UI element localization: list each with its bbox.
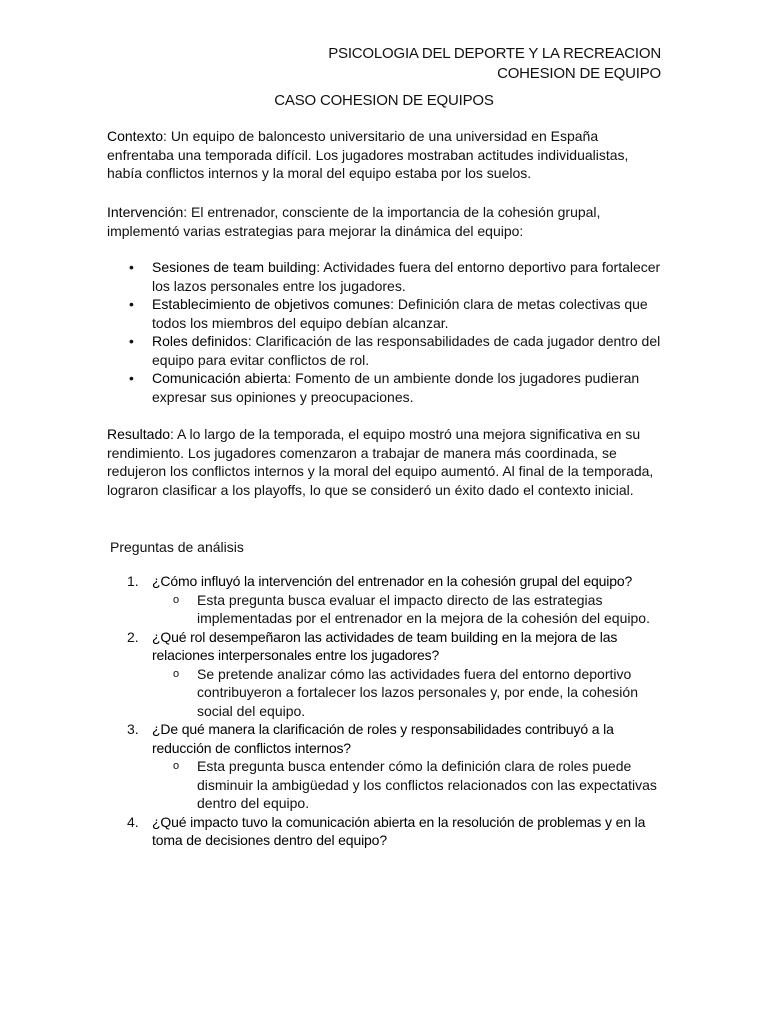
bullet-icon: • <box>129 370 134 386</box>
circle-bullet-icon: o <box>173 593 180 606</box>
list-item <box>107 295 663 332</box>
course-title: PSICOLOGIA DEL DEPORTE Y LA RECREACION <box>328 45 661 62</box>
bullet-icon: • <box>129 333 134 349</box>
question-text: ¿De qué manera la clarificación de roles y responsabilidades contribuyó a la reducción de conflictos internos? <box>152 721 614 756</box>
question-note <box>152 757 663 813</box>
unit-title: COHESION DE EQUIPO <box>497 65 661 82</box>
question-number: 3. <box>127 721 139 737</box>
questions-list <box>107 572 663 850</box>
strategy-label: Roles definidos <box>152 333 248 349</box>
resultado-text: : A lo largo de la temporada, el equipo mostró una mejora significativa en su rendimiento. Los jugadores comenzaron a trabajar de manera más coordinada, se redujeron los conflictos internos y la moral del equipo aumentó. Al final de la temporada, lograron clasificar a los playoffs, lo que se consideró un éxito dado el contexto inicial. <box>107 426 654 498</box>
question-note-text: Se pretende analizar cómo las actividades fuera del entorno deportivo contribuyeron a fortalecer los lazos personales y, por ende, la cohesión social del equipo. <box>197 665 638 719</box>
strategy-label: Comunicación abierta <box>152 370 288 386</box>
list-item <box>107 258 663 295</box>
list-item <box>107 369 663 406</box>
contexto-paragraph <box>107 127 663 183</box>
page-title: CASO COHESION DE EQUIPOS <box>274 92 494 109</box>
bullet-icon: • <box>129 259 134 275</box>
strategies-list <box>107 258 663 406</box>
resultado-label: Resultado <box>107 426 171 442</box>
intervencion-text: : El entrenador, consciente de la importancia de la cohesión grupal, implementó varias estrategias para mejorar la dinámica del equipo: <box>107 204 601 239</box>
strategy-label: Establecimiento de objetivos comunes <box>152 296 391 312</box>
list-item <box>107 813 663 850</box>
circle-bullet-icon: o <box>173 667 180 680</box>
contexto-text: : Un equipo de baloncesto universitario de una universidad en España enfrentaba una temporada difícil. Los jugadores mostraban actitudes individualistas, había conflictos internos y la moral del equipo estaba por los suelos. <box>107 128 629 181</box>
strategy-text: : Definición clara de metas colectivas que todos los miembros del equipo debían alcanzar. <box>152 296 648 331</box>
question-note <box>152 665 663 721</box>
list-item <box>107 628 663 721</box>
strategy-text: : Actividades fuera del entorno deportivo para fortalecer los lazos personales entre los jugadores. <box>152 259 661 294</box>
strategy-text: : Clarificación de las responsabilidades de cada jugador dentro del equipo para evitar conflictos de rol. <box>152 333 661 368</box>
contexto-label: Contexto <box>107 128 164 144</box>
bullet-icon: • <box>129 296 134 312</box>
question-note-text: Esta pregunta busca evaluar el impacto directo de las estrategias implementadas por el entrenador en la mejora de la cohesión del equipo. <box>197 591 650 626</box>
section-heading: Preguntas de análisis <box>110 539 244 555</box>
question-text: ¿Cómo influyó la intervención del entrenador en la cohesión grupal del equipo? <box>152 573 633 589</box>
circle-bullet-icon: o <box>173 760 180 772</box>
question-note-text: Esta pregunta busca entender cómo la definición clara de roles puede disminuir la ambigüedad y los conflictos relacionados con las expectativas dentro del equipo. <box>197 758 657 811</box>
strategy-label: Sesiones de team building <box>152 259 317 275</box>
question-number: 2. <box>127 628 139 645</box>
resultado-paragraph <box>107 425 663 499</box>
question-number: 4. <box>127 813 139 830</box>
strategy-text: : Fomento de un ambiente donde los jugadores pudieran expresar sus opiniones y preocupaciones. <box>152 370 640 405</box>
question-number: 1. <box>127 573 139 589</box>
question-text: ¿Qué rol desempeñaron las actividades de team building en la mejora de las relaciones interpersonales entre los jugadores? <box>152 628 618 663</box>
question-text: ¿Qué impacto tuvo la comunicación abierta en la resolución de problemas y en la toma de decisiones dentro del equipo? <box>152 813 646 848</box>
question-note <box>152 591 663 628</box>
list-item <box>107 332 663 369</box>
list-item <box>107 572 663 628</box>
intervencion-paragraph <box>107 203 663 240</box>
intervencion-label: Intervención <box>107 204 184 220</box>
list-item <box>107 720 663 813</box>
